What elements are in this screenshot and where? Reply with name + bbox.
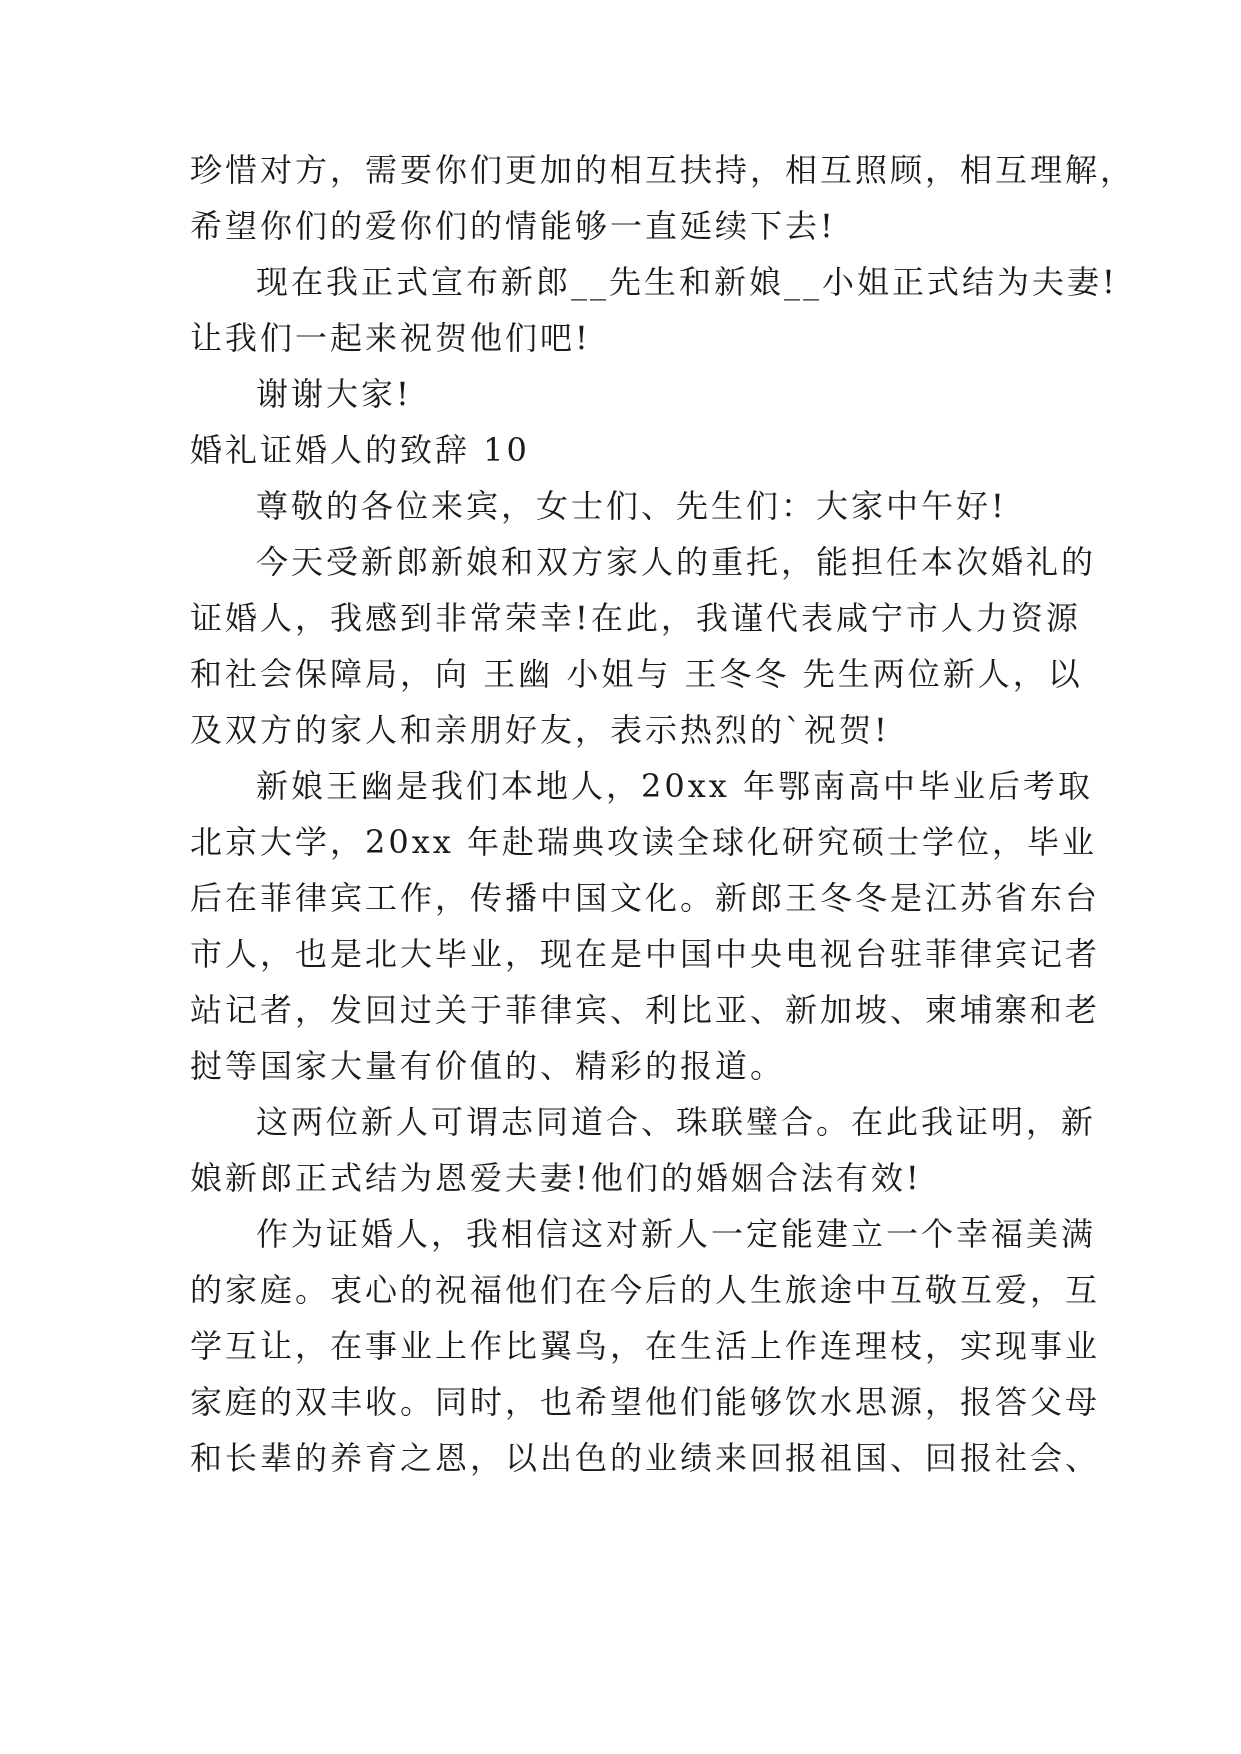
text-line: 作为证婚人，我相信这对新人一定能建立一个幸福美满 (256, 1215, 1097, 1253)
text-line: 现在我正式宣布新郎__先生和新娘__小姐正式结为夫妻! (256, 263, 1118, 301)
text-line: 学互让，在事业上作比翼鸟，在生活上作连理枝，实现事业 (190, 1327, 1101, 1365)
text-line: 站记者，发回过关于菲律宾、利比亚、新加坡、柬埔寨和老 (190, 991, 1101, 1029)
text-line: 证婚人，我感到非常荣幸!在此，我谨代表咸宁市人力资源 (190, 599, 1081, 637)
text-line: 北京大学，20xx 年赴瑞典攻读全球化研究硕士学位，毕业 (190, 823, 1097, 861)
text-line: 新娘王幽是我们本地人，20xx 年鄂南高中毕业后考取 (256, 767, 1093, 805)
text-line: 的家庭。衷心的祝福他们在今后的人生旅途中互敬互爱，互 (190, 1271, 1101, 1309)
text-line: 挝等国家大量有价值的、精彩的报道。 (190, 1047, 786, 1085)
text-line: 尊敬的各位来宾，女士们、先生们：大家中午好! (256, 487, 1007, 525)
text-line: 娘新郎正式结为恩爱夫妻!他们的婚姻合法有效! (190, 1159, 922, 1197)
text-line: 今天受新郎新娘和双方家人的重托，能担任本次婚礼的 (256, 543, 1097, 581)
text-line: 让我们一起来祝贺他们吧! (190, 319, 591, 357)
text-line: 这两位新人可谓志同道合、珠联璧合。在此我证明，新 (256, 1103, 1097, 1141)
text-line: 谢谢大家! (256, 375, 412, 413)
text-line: 家庭的双丰收。同时，也希望他们能够饮水思源，报答父母 (190, 1383, 1101, 1421)
text-line: 希望你们的爱你们的情能够一直延续下去! (190, 207, 836, 245)
text-line: 及双方的家人和亲朋好友，表示热烈的`祝贺! (190, 711, 890, 749)
text-line: 市人，也是北大毕业，现在是中国中央电视台驻菲律宾记者 (190, 935, 1101, 973)
text-line: 和社会保障局，向 王幽 小姐与 王冬冬 先生两位新人，以 (190, 655, 1083, 693)
section-heading: 婚礼证婚人的致辞 10 (190, 431, 530, 469)
text-line: 珍惜对方，需要你们更加的相互扶持，相互照顾，相互理解， (190, 151, 1136, 189)
text-line: 和长辈的养育之恩，以出色的业绩来回报祖国、回报社会、 (190, 1439, 1101, 1477)
text-line: 后在菲律宾工作，传播中国文化。新郎王冬冬是江苏省东台 (190, 879, 1101, 917)
